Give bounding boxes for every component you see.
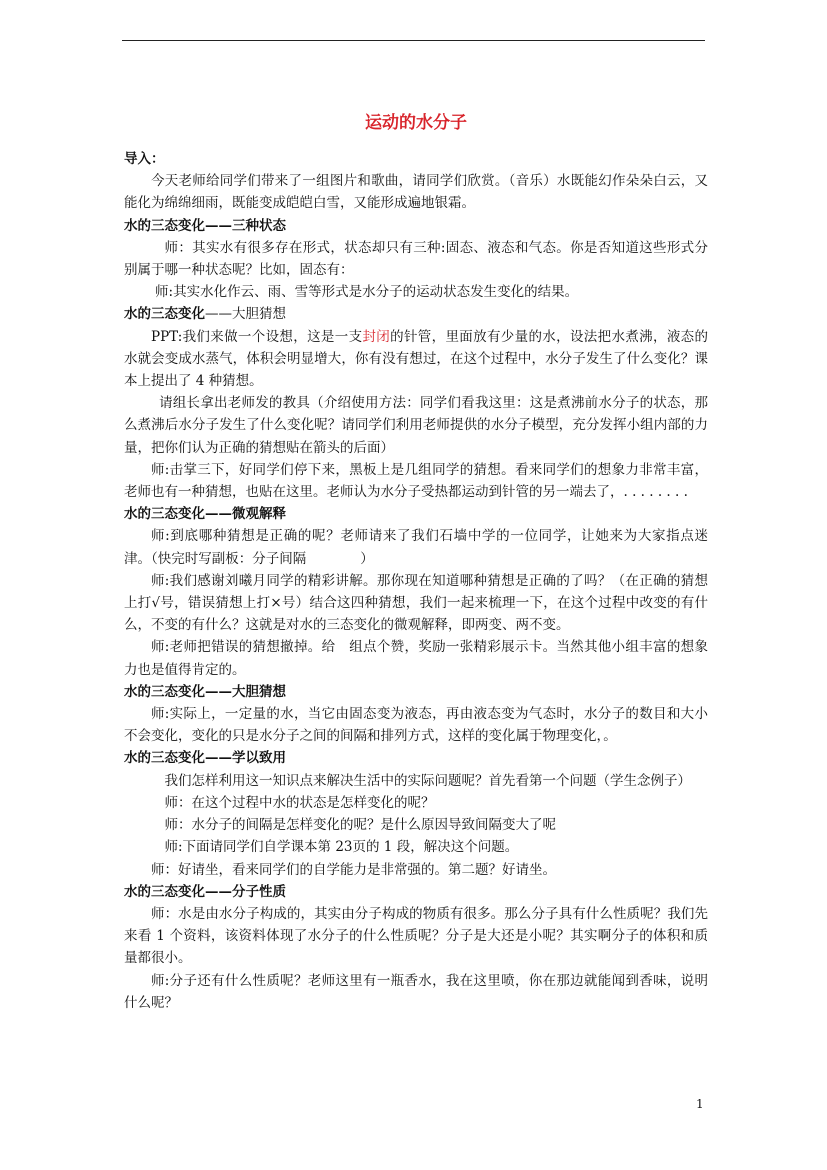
paragraph: 师:老师把错误的猜想撤掉。给 组点个赞，奖励一张精彩展示卡。当然其他小组丰富的想象力也是值得肯定的。: [124, 639, 708, 678]
paragraph: 师：在这个过程中水的状态是怎样变化的呢？: [164, 794, 435, 811]
paragraph: 师：水分子的间隔是怎样变化的呢？是什么原因导致间隔变大了呢: [164, 817, 556, 834]
paragraph: 师:实际上，一定量的水，当它由固态变为液态，再由液态变为气态时，水分子的数目和大小不会变化，变化的只是水分子之间的间隔和排列方式，这样的变化属于物理变化，。: [124, 706, 708, 745]
intro-heading: 导入：: [124, 151, 165, 167]
section-heading-guess: [124, 303, 708, 325]
paragraph: 师:下面请同学们自学课本第 23页的 1 段，解决这个问题。: [164, 839, 519, 856]
page-title: 运动的水分子: [365, 113, 467, 133]
section-heading-micro: 水的三态变化——微观解释: [124, 506, 286, 523]
ppt-text-b: 的针管，里面放有少量的水，设法把水煮沸，液态的水就会变成水蒸气，体积会明显增大，你有没有想过，在这个过程中，水分子发生了什么变化？课本上提出了 4 种猜想。: [124, 328, 708, 390]
paragraph: 师:其实水化作云、雨、雪等形式是水分子的运动状态发生变化的结果。: [155, 284, 579, 301]
paragraph: 师:击掌三下，好同学们停下来，黑板上是几组同学的猜想。看来同学们的想象力非常丰富，老师也有一种猜想，也贴在这里。老师认为水分子受热都运动到针管的另一端去了，. . . . . . . .: [124, 461, 708, 501]
page-number: 1: [696, 1097, 704, 1111]
ppt-text-a: PPT:我们来做一个设想，这是一支: [151, 328, 363, 345]
header-rule: [122, 40, 705, 41]
paragraph: 师:我们感谢刘曦月同学的精彩讲解。那你现在知道哪种猜想是正确的了吗？（在正确的猜想上打√号，错误猜想上打×号）结合这四种猜想，我们一起来梳理一下，在这个过程中改变的有什么，不变的有什么？这就是对水的三态变化的微观解释，即两变、两不变。: [124, 572, 708, 634]
paragraph: 师：其实水有很多存在形式，状态却只有三种:固态、液态和气态。你是否知道这些形式分别属于哪一种状态呢？比如，固态有：: [124, 239, 708, 279]
section-heading-properties: 水的三态变化——分子性质: [124, 883, 286, 900]
paragraph: 我们怎样利用这一知识点来解决生活中的实际问题呢？首先看第一个问题（学生念例子）: [164, 772, 691, 789]
paragraph: 师：水是由水分子构成的，其实由分子构成的物质有很多。那么分子具有什么性质呢？我们先来看 1 个资料，该资料体现了水分子的什么性质呢？分子是大还是小呢？其实啊分子的体积和质量都很小。: [124, 905, 708, 967]
section-heading-bold: 水的三态变化: [124, 306, 205, 323]
paragraph-ppt: [124, 326, 708, 393]
section-heading-guess-2: 水的三态变化——大胆猜想: [124, 683, 286, 700]
section-heading-rest: ——大胆猜想: [205, 306, 286, 323]
paragraph: 师：好请坐，看来同学们的自学能力是非常强的。第二题？好请坐。: [151, 861, 556, 878]
section-heading-states: 水的三态变化——三种状态: [124, 217, 286, 234]
paragraph: 请组长拿出老师发的教具（介绍使用方法：同学们看我这里：这是煮沸前水分子的状态，那么煮沸后水分子发生了什么变化呢？请同学们利用老师提供的水分子模型，充分发挥小组内部的力量，把你们认为正确的猜想贴在箭头的后面）: [124, 395, 708, 456]
paragraph: 师:分子还有什么性质呢？老师这里有一瓶香水，我在这里喷，你在那边就能闻到香味，说明什么呢？: [124, 972, 708, 1011]
ppt-highlight: 封闭: [362, 328, 391, 345]
paragraph: 师:到底哪种猜想是正确的呢？老师请来了我们石墙中学的一位同学，让她来为大家指点迷津。（快完时写副板：分子间隔 ）: [124, 528, 708, 567]
section-heading-apply: 水的三态变化——学以致用: [124, 750, 286, 767]
intro-paragraph: 今天老师给同学们带来了一组图片和歌曲，请同学们欣赏。（音乐）水既能幻作朵朵白云，又能化为绵绵细雨，既能变成皑皑白雪，又能形成遍地银霜。: [124, 173, 708, 212]
document-body: [124, 112, 708, 1014]
